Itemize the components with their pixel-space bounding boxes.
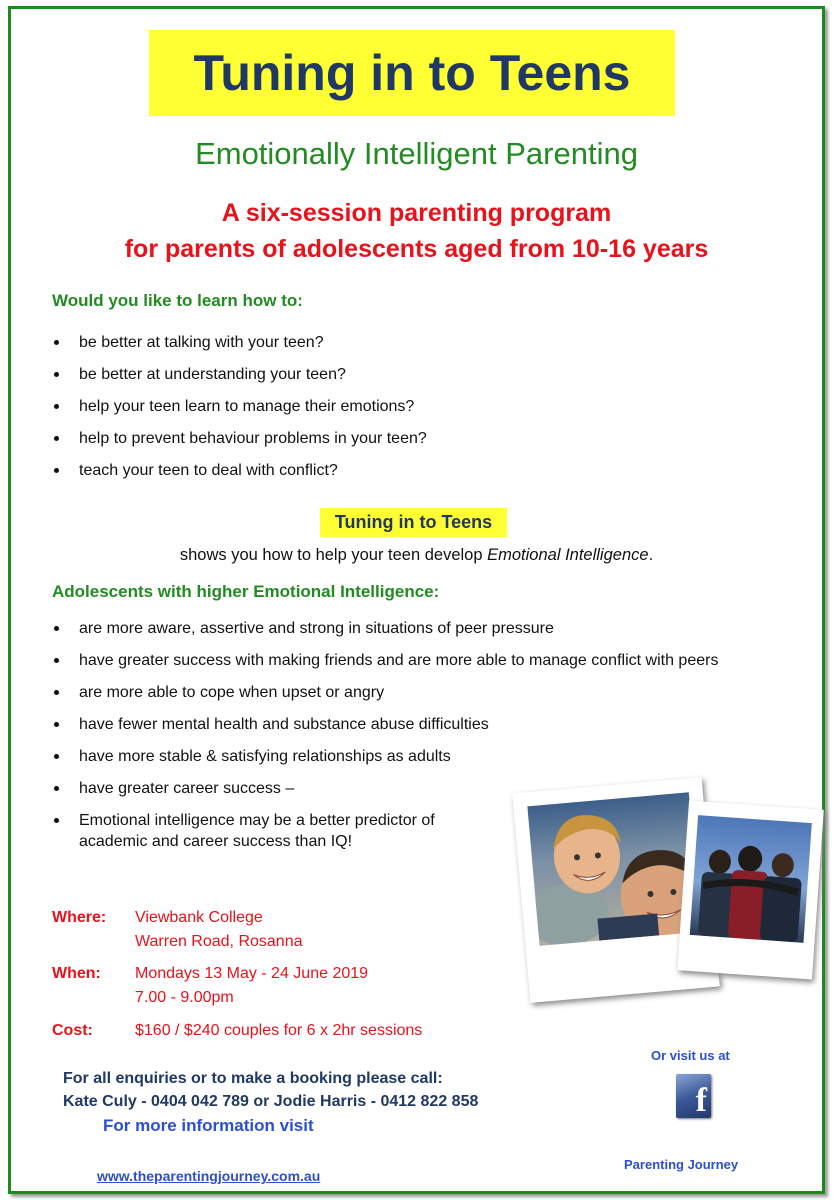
venue-name: Viewbank College <box>135 909 263 926</box>
page-title: Tuning in to Teens <box>149 30 675 116</box>
visit-us-label: Or visit us at <box>651 1048 730 1063</box>
facebook-icon[interactable] <box>676 1074 711 1118</box>
list-item: have greater success with making friends and are more able to manage conflict with peers <box>52 650 752 671</box>
program-description-text: shows you how to help your teen develop <box>179 546 488 564</box>
website-link[interactable]: www.theparentingjourney.com.au <box>97 1168 321 1184</box>
list-item: be better at understanding your teen? <box>52 364 752 385</box>
when-value <box>135 962 368 1010</box>
list-item: have fewer mental health and substance abuse difficulties <box>52 714 752 735</box>
facebook-glyph: f <box>695 1082 707 1119</box>
program-description-end: . <box>648 546 654 564</box>
where-label: Where: <box>52 909 107 926</box>
teens-group-photo <box>677 800 824 979</box>
list-item: help to prevent behaviour problems in your teen? <box>52 428 752 449</box>
group-illustration <box>690 815 812 943</box>
list-item: be better at talking with your teen? <box>52 332 752 353</box>
list-item: teach your teen to deal with conflict? <box>52 460 752 481</box>
session-time: 7.00 - 9.00pm <box>135 989 234 1006</box>
venue-address: Warren Road, Rosanna <box>135 933 303 950</box>
list-item: are more able to cope when upset or angry <box>52 682 752 703</box>
list-item: have greater career success – <box>52 778 752 799</box>
session-dates: Mondays 13 May - 24 June 2019 <box>135 965 369 982</box>
list-item: help your teen learn to manage their emotions? <box>52 396 752 417</box>
page-subtitle: Emotionally Intelligent Parenting <box>195 136 638 171</box>
tagline-line-1: A six-session parenting program <box>221 199 612 227</box>
teens-illustration <box>527 792 701 946</box>
when-label: When: <box>52 965 101 982</box>
emotional-intelligence-emphasis: Emotional Intelligence <box>487 546 649 564</box>
enquiries-heading: For all enquiries or to make a booking please call: <box>63 1070 443 1087</box>
phone-contacts: Kate Culy - 0404 042 789 or Jodie Harris - 0412 822 858 <box>63 1093 479 1110</box>
program-description <box>0 546 833 565</box>
learn-list <box>52 332 752 492</box>
benefits-heading: Adolescents with higher Emotional Intelligence: <box>52 582 440 601</box>
cost-value: $160 / $240 couples for 6 x 2hr sessions <box>135 1022 423 1039</box>
cost-label: Cost: <box>52 1022 93 1039</box>
tagline-line-2: for parents of adolescents aged from 10-16 years <box>124 235 709 263</box>
where-value <box>135 906 303 954</box>
learn-heading: Would you like to learn how to: <box>52 291 303 310</box>
program-name-highlight: Tuning in to Teens <box>320 508 507 537</box>
facebook-page-name: Parenting Journey <box>624 1157 739 1172</box>
more-info-text: For more information visit <box>103 1116 314 1135</box>
list-item: are more aware, assertive and strong in situations of peer pressure <box>52 618 752 639</box>
list-item: Emotional intelligence may be a better predictor of academic and career success than IQ! <box>52 810 499 852</box>
teens-photo-image <box>527 792 701 946</box>
teens-group-photo-image <box>690 815 812 943</box>
list-item: have more stable & satisfying relationships as adults <box>52 746 752 767</box>
